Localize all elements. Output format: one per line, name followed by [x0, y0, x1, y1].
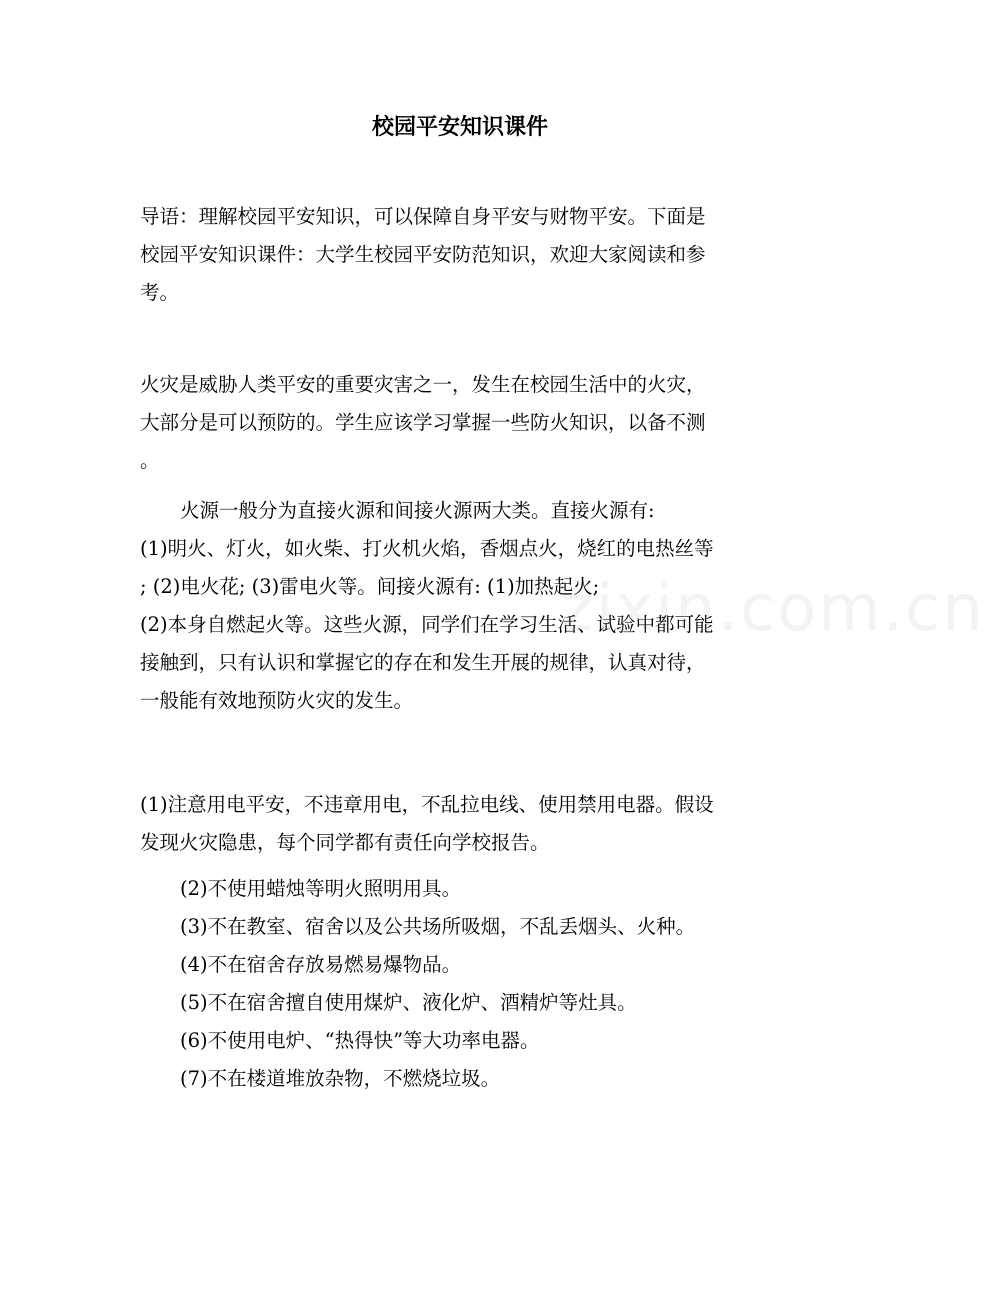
- fire-source-line: (1)明火、灯火，如火柴、打火机火焰，香烟点火，烧红的电热丝等: [140, 537, 714, 560]
- rule-item: (4)不在宿舍存放易燃易爆物品。: [180, 953, 462, 976]
- rule-item: (5)不在宿舍擅自使用煤炉、液化炉、酒精炉等灶具。: [180, 991, 637, 1014]
- rule-item: (7)不在楼道堆放杂物，不燃烧垃圾。: [180, 1067, 501, 1090]
- rule-item: (6)不使用电炉、“热得快”等大功率电器。: [180, 1029, 540, 1052]
- intro-paragraph: [140, 198, 780, 312]
- fire-intro-line: 。: [140, 449, 160, 472]
- rules-list: [140, 870, 780, 1098]
- rule-line: (1)注意用电平安，不违章用电，不乱拉电线、使用禁用电器。假设: [140, 793, 714, 816]
- rule-line: 发现火灾隐患，每个同学都有责任向学校报告。: [140, 831, 550, 854]
- rule-item: (2)不使用蜡烛等明火照明用具。: [180, 877, 462, 900]
- fire-intro-paragraph: [140, 366, 780, 480]
- fire-source-line: 一般能有效地预防火灾的发生。: [140, 689, 414, 712]
- document-title: 校园平安知识课件: [371, 114, 548, 140]
- fire-source-line: ; (2)电火花; (3)雷电火等。间接火源有: (1)加热起火;: [140, 575, 600, 598]
- fire-source-line: (2)本身自燃起火等。这些火源，同学们在学习生活、试验中都可能: [140, 613, 714, 636]
- rule-1-paragraph: [140, 786, 780, 862]
- watermark: zixin.com.cn: [560, 572, 985, 646]
- fire-source-line: 接触到，只有认识和掌握它的存在和发生开展的规律，认真对待，: [140, 651, 706, 674]
- rule-item: (3)不在教室、宿舍以及公共场所吸烟，不乱丢烟头、火种。: [180, 915, 696, 938]
- fire-intro-line: 火灾是威胁人类平安的重要灾害之一，发生在校园生活中的火灾，: [140, 373, 706, 396]
- fire-source-line: 火源一般分为直接火源和间接火源两大类。直接火源有:: [180, 499, 655, 522]
- intro-line: 校园平安知识课件：大学生校园平安防范知识，欢迎大家阅读和参: [140, 243, 706, 266]
- fire-source-paragraph: [140, 492, 780, 720]
- intro-line: 导语：理解校园平安知识，可以保障自身平安与财物平安。下面是: [140, 205, 706, 228]
- fire-intro-line: 大部分是可以预防的。学生应该学习掌握一些防火知识，以备不测: [140, 411, 706, 434]
- intro-line: 考。: [140, 281, 180, 304]
